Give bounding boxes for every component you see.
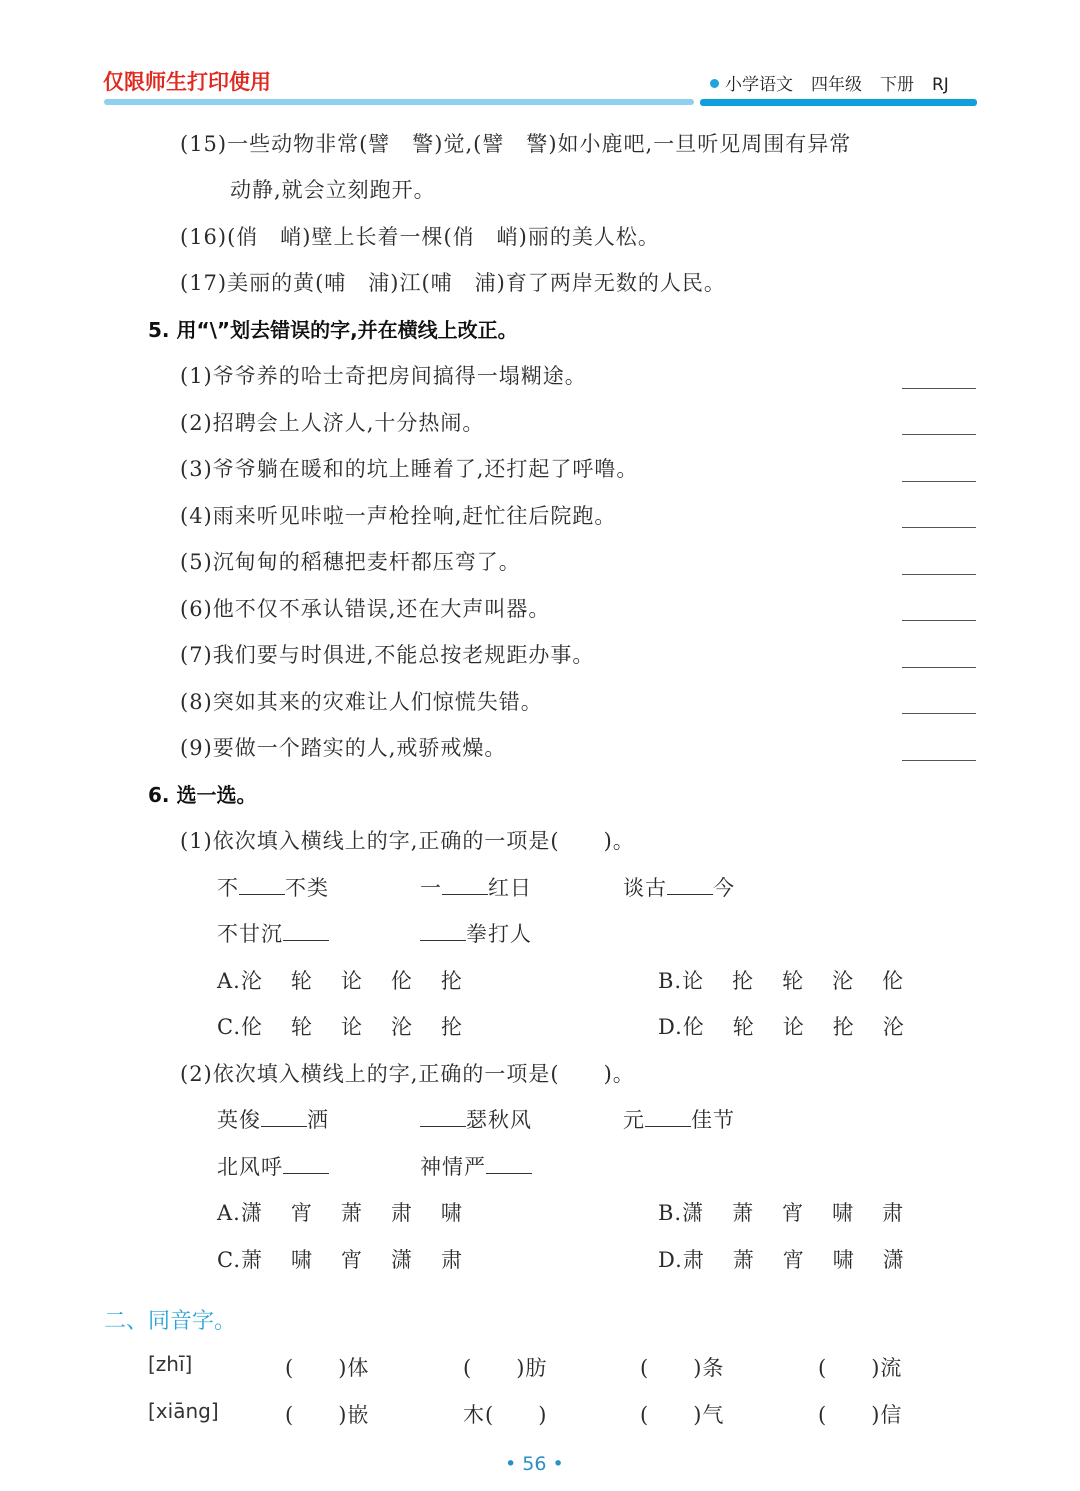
q6-2-blank-item: 神情严 [420,1151,532,1181]
q6-2-blank-item: 元 佳节 [623,1108,735,1132]
homophone-blank[interactable]: ( )嵌 [285,1403,370,1427]
q6-2-blank-item: 英俊 洒 [217,1108,329,1132]
q4-item-17: (17)美丽的黄(哺 浦)江(哺 浦)育了两岸无数的人民。 [180,271,726,295]
fill-blank[interactable] [420,922,466,941]
homophone-blank[interactable]: 木( ) [463,1403,548,1427]
fill-blank[interactable] [645,1108,691,1127]
q5-item: (7)我们要与时俱进,不能总按老规距办事。 [180,643,595,667]
q6-1-blank-item: 不甘沉 [217,918,329,948]
header-info [710,70,949,95]
grade-label: 四年级 [811,75,862,95]
pinyin-xiang: [xiāng] [148,1399,219,1423]
q5-item: (5)沉甸甸的稻穗把麦杆都压弯了。 [180,550,521,574]
q6-1-option-c[interactable]: C.伦 轮 论 沦 抡 [217,1015,463,1039]
q5-item: (2)招聘会上人济人,十分热闹。 [180,411,485,435]
answer-line[interactable] [902,388,976,389]
q5-item: (9)要做一个踏实的人,戒骄戒燥。 [180,736,507,760]
q5-item: (3)爷爷躺在暖和的坑上睡着了,还打起了呼噜。 [180,457,639,481]
fill-blank[interactable] [420,1108,466,1127]
q6-2-blank-item: 北风呼 [217,1151,329,1181]
homophone-blank[interactable]: ( )肪 [463,1356,548,1380]
fill-blank[interactable] [667,876,713,895]
q5-item: (6)他不仅不承认错误,还在大声叫器。 [180,597,551,621]
q5-item: (8)突如其来的灾难让人们惊慌失错。 [180,690,543,714]
q6-2-option-b[interactable]: B.潇 萧 宵 啸 肃 [658,1201,905,1225]
q6-2-option-c[interactable]: C.萧 啸 宵 潇 肃 [217,1248,463,1272]
answer-line[interactable] [902,713,976,714]
q6-1-prompt: (1)依次填入横线上的字,正确的一项是( )。 [180,829,635,853]
answer-line[interactable] [902,527,976,528]
fill-blank[interactable] [283,1155,329,1174]
answer-line[interactable] [902,434,976,435]
q6-1-option-d[interactable]: D.伦 轮 论 抡 沦 [658,1015,905,1039]
edition-label: RJ [932,75,949,95]
q6-2-option-d[interactable]: D.肃 萧 宵 啸 潇 [658,1248,905,1272]
page-number: • 56 • [505,1453,564,1475]
answer-line[interactable] [902,760,976,761]
homophone-blank[interactable]: ( )气 [640,1403,725,1427]
answer-line[interactable] [902,620,976,621]
header-divider-dark [700,99,977,106]
fill-blank[interactable] [442,876,488,895]
fill-blank[interactable] [261,1108,307,1127]
watermark-title: 仅限师生打印使用 [103,70,271,94]
q6-2-blank-item: 瑟秋风 [420,1104,532,1134]
answer-line[interactable] [902,574,976,575]
subject-label: 小学语文 [725,75,793,95]
homophone-blank[interactable]: ( )条 [640,1356,725,1380]
q5-title: 5. 用“\”划去错误的字,并在横线上改正。 [148,318,518,342]
header-divider-light [104,99,694,105]
q4-item-15-line1: (15)一些动物非常(譬 警)觉,(譬 警)如小鹿吧,一旦听见周围有异常 [180,132,852,156]
q6-1-option-b[interactable]: B.论 抡 轮 沦 伦 [658,969,905,993]
homophone-blank[interactable]: ( )信 [818,1403,903,1427]
q6-2-option-a[interactable]: A.潇 宵 萧 肃 啸 [217,1201,463,1225]
q6-title: 6. 选一选。 [148,783,257,807]
q6-1-blank-item: 不 不类 [217,876,329,900]
q5-item: (1)爷爷养的哈士奇把房间搞得一塌糊途。 [180,364,587,388]
q6-1-blank-item: 谈古 今 [623,876,735,900]
section2-title: 二、同音字。 [104,1309,237,1334]
q6-2-prompt: (2)依次填入横线上的字,正确的一项是( )。 [180,1062,635,1086]
pinyin-zhi: [zhī] [148,1352,193,1376]
q4-item-15-line2: 动静,就会立刻跑开。 [230,178,436,202]
fill-blank[interactable] [486,1155,532,1174]
q5-item: (4)雨来听见咔啦一声枪拴响,赶忙往后院跑。 [180,504,617,528]
homophone-blank[interactable]: ( )流 [818,1356,903,1380]
q6-1-blank-item: 一 红日 [420,876,532,900]
q6-1-blank-item: 拳打人 [420,918,532,948]
answer-line[interactable] [902,667,976,668]
q6-1-option-a[interactable]: A.沦 轮 论 伦 抡 [217,969,463,993]
volume-label: 下册 [880,75,914,95]
homophone-blank[interactable]: ( )体 [285,1356,370,1380]
q4-item-16: (16)(俏 峭)壁上长着一棵(俏 峭)丽的美人松。 [180,225,660,249]
fill-blank[interactable] [283,922,329,941]
fill-blank[interactable] [239,876,285,895]
answer-line[interactable] [902,481,976,482]
bullet-dot-icon [710,79,719,88]
